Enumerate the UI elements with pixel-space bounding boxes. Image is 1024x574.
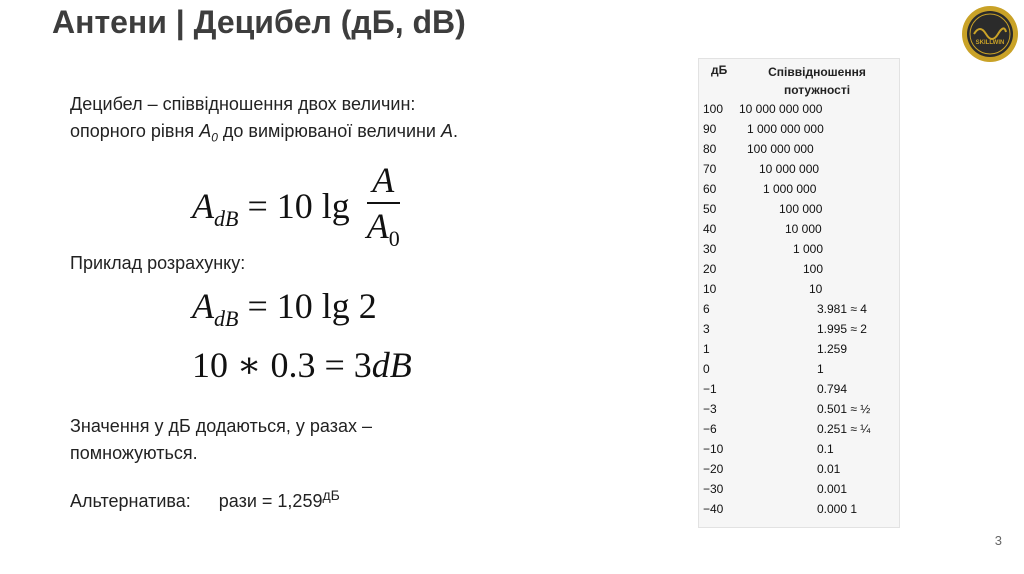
table-row: [699, 179, 899, 199]
decibel-table: [698, 58, 900, 528]
table-row: [699, 299, 899, 319]
row-db: 40: [703, 222, 717, 236]
row-ratio: 100 000 000: [747, 142, 814, 156]
row-db: −20: [703, 462, 724, 476]
table-row: [699, 139, 899, 159]
row-ratio: 0.001: [817, 482, 848, 496]
row-ratio: 0.501 ≈ ½: [817, 402, 871, 416]
table-row: [699, 279, 899, 299]
row-db: 60: [703, 182, 717, 196]
table-row: [699, 199, 899, 219]
table-row: [699, 219, 899, 239]
row-db: 10: [703, 282, 717, 296]
row-db: −1: [703, 382, 717, 396]
decibel-formula: $A_{dB} = 10$ lg $\frac{A}{A_0}$: [192, 158, 400, 261]
example-formula-2: 10 ∗ 0.3 = 3dB: [192, 345, 412, 385]
example-label: Приклад розрахунку:: [70, 253, 246, 273]
table-row: [699, 259, 899, 279]
header-db: дБ: [711, 63, 728, 77]
table-row: [699, 159, 899, 179]
row-db: 100: [703, 102, 724, 116]
row-db: 1: [703, 342, 710, 356]
row-ratio: 10 000 000: [759, 162, 820, 176]
table-row: [699, 319, 899, 339]
slide-title: Антени | Децибел (дБ, dB): [52, 4, 466, 40]
row-ratio: 0.1: [817, 442, 834, 456]
row-ratio: 1.259: [817, 342, 848, 356]
table-body: [699, 99, 899, 519]
row-ratio: 0.794: [817, 382, 848, 396]
row-db: −6: [703, 422, 717, 436]
logo-text: SKILLWIN: [975, 40, 1005, 46]
row-db: 6: [703, 302, 710, 316]
table-row: [699, 399, 899, 419]
row-ratio: 10: [809, 282, 823, 296]
row-db: 70: [703, 162, 717, 176]
row-db: −30: [703, 482, 724, 496]
skillwin-logo: [960, 4, 1020, 64]
row-ratio: 0.251 ≈ ¼: [817, 422, 871, 436]
note-line-1: Значення у дБ додаються, у разах –: [70, 416, 372, 436]
addition-note: [70, 413, 372, 467]
row-db: 80: [703, 142, 717, 156]
row-ratio: 100: [803, 262, 824, 276]
table-row: [699, 99, 899, 119]
row-ratio: 1 000 000: [763, 182, 817, 196]
header-ratio: Співвідношення потужності: [768, 65, 866, 97]
table-row: [699, 479, 899, 499]
definition-text: [70, 91, 458, 152]
row-ratio: 10 000: [785, 222, 822, 236]
row-db: −40: [703, 502, 724, 516]
note-line-2: помножуються.: [70, 443, 198, 463]
row-ratio: 0.000 1: [817, 502, 858, 516]
page-number: 3: [994, 533, 1002, 548]
row-ratio: 3.981 ≈ 4: [817, 302, 867, 316]
row-ratio: 10 000 000 000: [739, 102, 823, 116]
example-formula-1: $A_{dB} = 10$ lg 2: [192, 286, 377, 332]
row-db: 3: [703, 322, 710, 336]
row-ratio: 1 000: [793, 242, 824, 256]
row-db: 20: [703, 262, 717, 276]
table-row: [699, 339, 899, 359]
table-row: [699, 439, 899, 459]
row-ratio: 1: [817, 362, 824, 376]
table-row: [699, 379, 899, 399]
table-header: [699, 59, 899, 99]
row-db: −3: [703, 402, 717, 416]
row-ratio: 100 000: [779, 202, 823, 216]
table-row: [699, 419, 899, 439]
table-row: [699, 359, 899, 379]
table-row: [699, 239, 899, 259]
row-ratio: 1 000 000 000: [747, 122, 824, 136]
table-row: [699, 119, 899, 139]
table-row: [699, 499, 899, 519]
definition-line-2: опорного рівня $A_0$ до вимірюваної величини A.: [70, 121, 459, 145]
definition-line-1: Децибел – співвідношення двох величин:: [70, 94, 416, 114]
row-db: 50: [703, 202, 717, 216]
row-db: 30: [703, 242, 717, 256]
row-db: 0: [703, 362, 710, 376]
row-ratio: 0.01: [817, 462, 841, 476]
alternative-formula: Альтернатива: рази = $1,259^{дБ}$: [70, 487, 340, 511]
row-db: 90: [703, 122, 717, 136]
table-row: [699, 459, 899, 479]
row-ratio: 1.995 ≈ 2: [817, 322, 867, 336]
row-db: −10: [703, 442, 724, 456]
formula-fraction: $\frac{A}{A_0}$: [366, 160, 400, 252]
